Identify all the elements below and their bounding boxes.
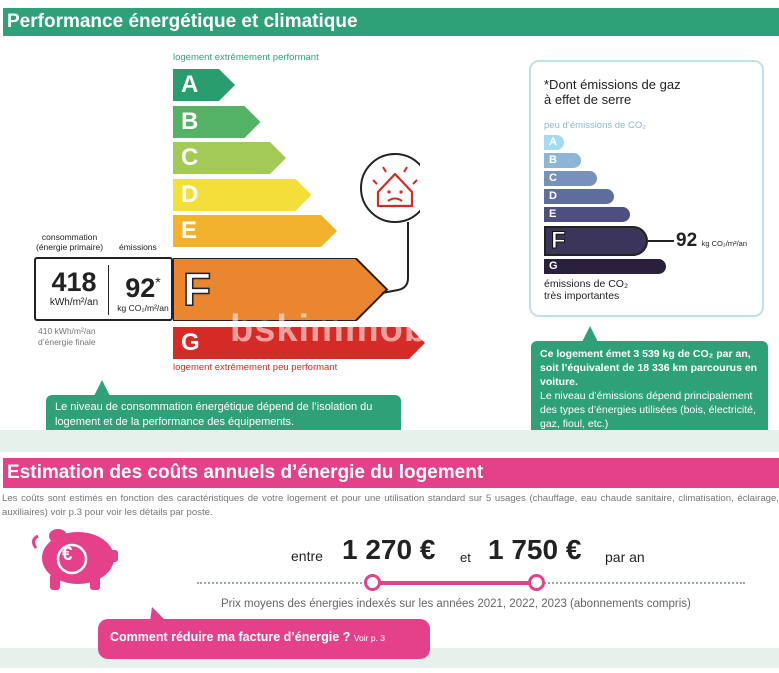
dpe-class-b	[173, 106, 263, 138]
section-separator	[0, 430, 779, 452]
watermark-text: bskimmobilier	[230, 308, 501, 350]
cost-note: Prix moyens des énergies indexés sur les années 2021, 2022, 2023 (abonnements compris)	[221, 598, 691, 610]
ges-class-f-letter: F	[551, 227, 566, 254]
tip-button[interactable]	[98, 619, 430, 659]
consumption-label: consommation (énergie primaire)	[36, 232, 104, 252]
ges-class-f	[544, 226, 648, 256]
ges-class-b	[544, 153, 581, 168]
ges-class-c	[544, 171, 597, 186]
dpe-class-a-letter: A	[181, 71, 199, 98]
dpe-class-d	[173, 179, 314, 211]
euro-symbol: €	[62, 544, 73, 565]
emissions-value: 92	[125, 273, 156, 303]
per-year-label: par an	[605, 549, 645, 565]
cost-min: 1 270 €	[342, 534, 436, 565]
ges-connector	[648, 240, 674, 242]
ges-class-g-letter: G	[549, 260, 558, 272]
ges-class-a	[544, 135, 564, 150]
consumption-box	[34, 257, 173, 321]
ges-top-label: peu d’émissions de CO₂	[544, 120, 646, 131]
dpe-class-f-letter: F	[183, 263, 212, 315]
cost-max-marker	[528, 574, 545, 591]
dpe-callout: Le niveau de consommation énergétique dépend de l’isolation du logement et de la performance des équipements.	[46, 395, 401, 447]
ges-class-e-letter: E	[549, 208, 557, 220]
ges-class-d	[544, 189, 614, 204]
ges-class-e	[544, 207, 630, 222]
dpe-class-e-shape	[173, 215, 337, 247]
emissions-star: *	[155, 274, 161, 290]
tip-button-ref: Voir p. 3	[353, 633, 386, 643]
ges-title: *Dont émissions de gaz à effet de serre	[544, 77, 681, 107]
and-label: et	[460, 550, 471, 565]
section-title-performance: Performance énergétique et climatique	[3, 8, 779, 36]
ges-callout-bold: Ce logement émet 3 539 kg de CO₂ par an, soit l’équivalent de 18 336 km parcourus en voiture.	[540, 348, 758, 388]
ges-class-c-letter: C	[549, 172, 557, 184]
dpe-class-c	[173, 142, 288, 174]
dpe-bottom-label: logement extrêmement peu performant	[173, 362, 338, 373]
costs-description: Les coûts sont estimés en fonction des caractéristiques de votre logement et pour une utilisation standard sur 5 usages (chauffage, eau chaude sanitaire, climatisation, éclairage, auxiliaires) voir p.3 pour voir les détails par poste.	[2, 493, 779, 518]
cost-min-marker	[364, 574, 381, 591]
emissions-label: émissions	[119, 242, 157, 252]
ges-class-b-letter: B	[549, 154, 557, 166]
ges-callout-text: Le niveau d’émissions dépend principalement des types d’énergies utilisées (bois, électricité, gaz, fioul, etc.)	[540, 390, 756, 430]
dpe-class-g-letter: G	[181, 329, 200, 356]
ges-value: 92	[676, 230, 698, 251]
emissions-unit: kg CO₂/m²/an	[117, 303, 169, 313]
final-energy-note: 410 kWh/m²/an d’énergie finale	[38, 326, 96, 347]
box-divider	[108, 265, 109, 315]
ges-class-g	[544, 259, 666, 274]
consumption-value: 418	[51, 267, 97, 297]
tip-button-label: Comment réduire ma facture d’énergie ?	[110, 630, 351, 644]
cost-range-bar	[372, 581, 537, 585]
consumption-unit: kWh/m²/an	[49, 297, 99, 308]
ges-class-a-letter: A	[549, 136, 557, 148]
section-title-costs: Estimation des coûts annuels d’énergie du logement	[3, 458, 779, 488]
ges-unit: kg CO₂/m²/an	[701, 239, 748, 248]
dpe-class-a	[173, 69, 237, 101]
cost-max: 1 750 €	[488, 534, 582, 565]
ges-class-d-letter: D	[549, 190, 557, 202]
dpe-class-d-letter: D	[181, 180, 199, 208]
dpe-class-b-letter: B	[181, 107, 199, 135]
ges-bottom-label: émissions de CO₂ très importantes	[544, 278, 629, 302]
dpe-class-c-letter: C	[181, 144, 199, 171]
sad-house-icon	[360, 150, 420, 300]
dpe-top-label: logement extrêmement performant	[173, 52, 319, 63]
piggy-bank-icon	[28, 522, 120, 594]
between-label: entre	[291, 548, 323, 564]
dpe-class-e-letter: E	[181, 217, 198, 244]
dpe-class-e	[173, 215, 339, 247]
